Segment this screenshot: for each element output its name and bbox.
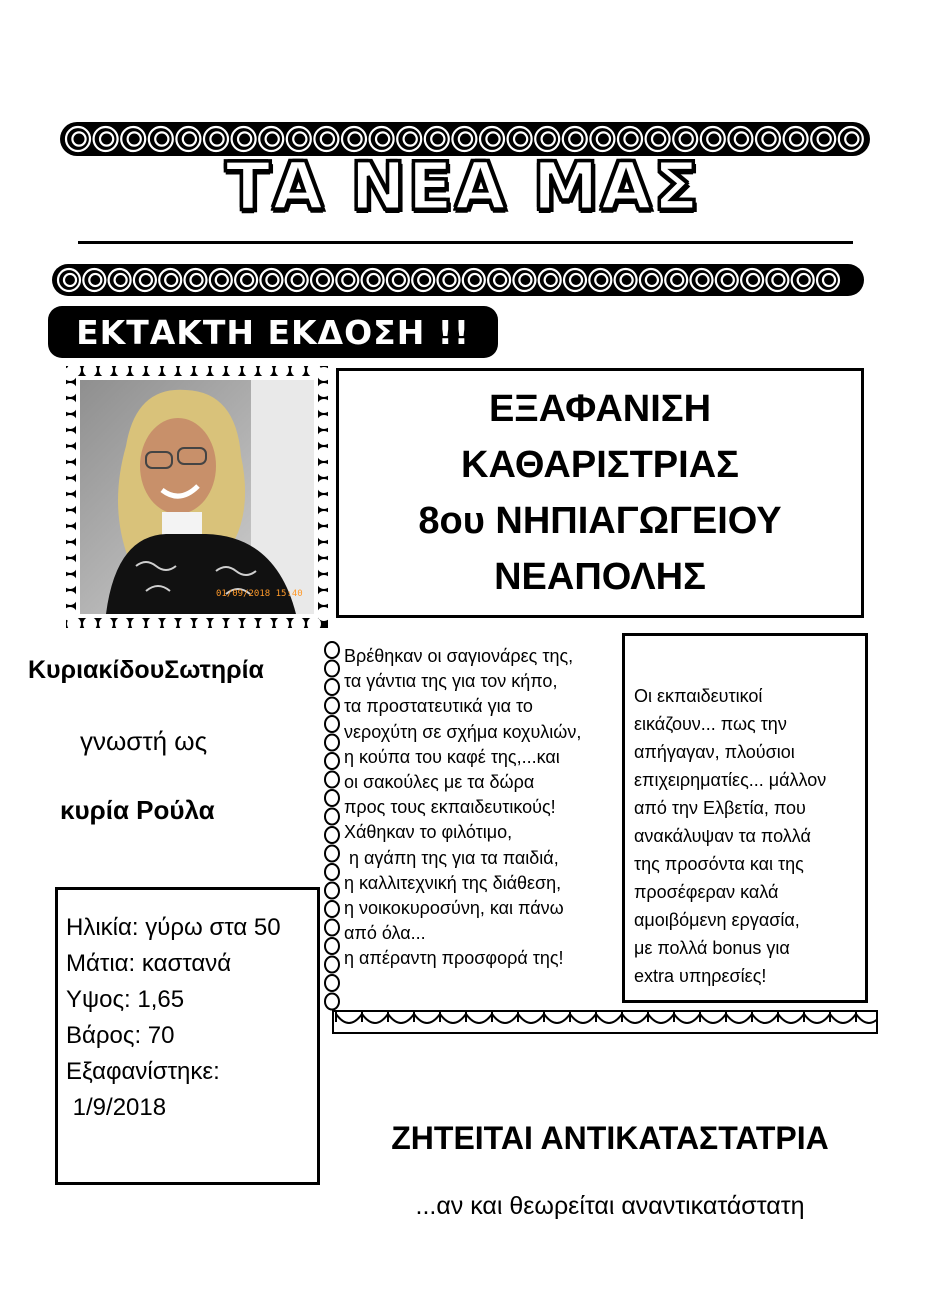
sidebar-line: ανακάλυψαν τα πολλά bbox=[634, 826, 811, 846]
story-line: οι σακούλες με τα δώρα bbox=[344, 772, 535, 793]
story-line: η καλλιτεχνική της διάθεση, bbox=[344, 872, 562, 893]
story-line: Χάθηκαν το φιλότιμο, bbox=[344, 822, 513, 843]
story-column bbox=[344, 644, 626, 972]
story-line: τα γάντια της για τον κήπο, bbox=[344, 671, 558, 692]
description-box bbox=[55, 887, 320, 1185]
stat-disappeared-date: 1/9/2018 bbox=[66, 1094, 167, 1121]
story-line: από όλα... bbox=[344, 923, 426, 944]
headline-line-1: ΕΞΑΦΑΝΙΣΗ bbox=[488, 388, 712, 430]
person-nickname: κυρία Ρούλα bbox=[60, 795, 215, 825]
scallop-divider bbox=[332, 1010, 878, 1036]
stat-weight: Βάρος: 70 bbox=[66, 1022, 175, 1049]
headline-line-2: ΚΑΘΑΡΙΣΤΡΙΑΣ bbox=[461, 444, 739, 486]
sidebar-line: της προσόντα και της bbox=[634, 854, 804, 874]
sidebar-line: αμοιβόμενη εργασία, bbox=[634, 910, 800, 930]
title-rule bbox=[78, 241, 853, 244]
sidebar-line: με πολλά bonus για bbox=[634, 938, 790, 958]
portrait-photo bbox=[66, 366, 328, 628]
sidebar-line: Οι εκπαιδευτικοί bbox=[634, 686, 763, 706]
story-line: η κούπα του καφέ της,...και bbox=[344, 746, 560, 767]
sidebar-line: από την Ελβετία, που bbox=[634, 798, 806, 818]
masthead-title: ΤΑ ΝΕΑ ΜΑΣ bbox=[225, 148, 701, 225]
person-name: ΚυριακίδουΣωτηρία bbox=[28, 656, 264, 684]
story-line: νεροχύτη σε σχήμα κοχυλιών, bbox=[344, 721, 582, 742]
sidebar-line: επιχειρηματίες... μάλλον bbox=[634, 770, 827, 790]
story-line: η αγάπη της για τα παιδιά, bbox=[344, 847, 559, 868]
sidebar-line: extra υπηρεσίες! bbox=[634, 966, 767, 986]
known-as-label: γνωστή ως bbox=[80, 726, 208, 756]
bottom-swirl-border bbox=[52, 262, 864, 298]
sidebar-line: εικάζουν... πως την bbox=[634, 714, 787, 734]
story-line: η νοικοκυροσύνη, και πάνω bbox=[344, 898, 564, 919]
sidebar-line: προσέφεραν καλά bbox=[634, 882, 779, 902]
photo-timestamp: 01/09/2018 15:40 bbox=[216, 589, 303, 599]
headline-box bbox=[336, 368, 864, 618]
wanted-heading: ΖΗΤΕΙΤΑΙ ΑΝΤΙΚΑΤΑΣΤΑΤΡΙΑ bbox=[391, 1120, 829, 1156]
stat-eyes: Μάτια: καστανά bbox=[66, 950, 232, 977]
sidebar-story-box bbox=[622, 633, 868, 1003]
stat-height: Υψος: 1,65 bbox=[66, 986, 185, 1013]
loop-border-left bbox=[322, 640, 342, 1012]
headline-line-3: 8ου ΝΗΠΙΑΓΩΓΕΙΟΥ bbox=[418, 500, 782, 542]
stat-disappeared-label: Εξαφανίστηκε: bbox=[66, 1058, 220, 1085]
story-line: τα προστατευτικά για το bbox=[344, 696, 533, 717]
headline-line-4: ΝΕΑΠΟΛΗΣ bbox=[494, 556, 706, 598]
stat-age: Ηλικία: γύρω στα 50 bbox=[66, 914, 281, 941]
story-line: η απέραντη προσφορά της! bbox=[344, 948, 564, 969]
wanted-tagline: ...αν και θεωρείται αναντικατάστατη bbox=[415, 1192, 805, 1220]
story-line: προς τους εκπαιδευτικούς! bbox=[344, 797, 556, 818]
extra-edition-banner: ΕΚΤΑΚΤΗ ΕΚΔΟΣΗ !! bbox=[48, 306, 498, 358]
sidebar-line: απήγαγαν, πλούσιοι bbox=[634, 742, 795, 762]
story-line: Βρέθηκαν οι σαγιονάρες της, bbox=[344, 646, 574, 666]
